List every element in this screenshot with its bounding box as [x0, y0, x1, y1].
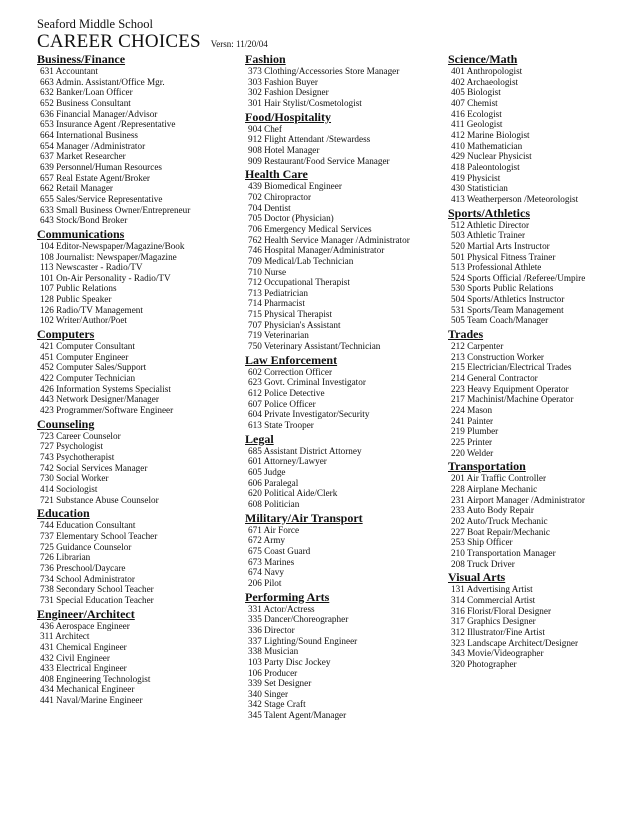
career-item: 314 Commercial Artist — [451, 594, 536, 605]
career-item: 602 Correction Officer — [248, 366, 333, 377]
career-item: 726 Librarian — [40, 552, 91, 563]
career-item: 411 Geologist — [451, 119, 503, 130]
career-item: 345 Talent Agent/Manager — [248, 710, 347, 721]
career-item: 213 Construction Worker — [451, 351, 544, 362]
section-heading: Fashion — [245, 52, 286, 66]
career-item: 433 Electrical Engineer — [40, 663, 127, 674]
career-item: 410 Mathematician — [451, 140, 523, 151]
career-item: 725 Guidance Counselor — [40, 541, 132, 552]
career-item: 210 Transportation Manager — [451, 547, 556, 558]
career-item: 705 Doctor (Physician) — [248, 213, 334, 224]
career-item: 750 Veterinary Assistant/Technician — [248, 341, 381, 352]
career-item: 421 Computer Consultant — [40, 341, 135, 352]
version-label: Versn: 11/20/04 — [210, 39, 268, 49]
career-item: 224 Mason — [451, 405, 493, 416]
career-item: 443 Network Designer/Manager — [40, 394, 159, 405]
career-item: 620 Political Aide/Clerk — [248, 488, 338, 499]
career-item: 662 Retail Manager — [40, 183, 113, 194]
career-item: 706 Emergency Medical Services — [248, 223, 372, 234]
career-item: 504 Sports/Athletics Instructor — [451, 294, 565, 305]
career-item: 302 Fashion Designer — [248, 87, 329, 98]
career-item: 431 Chemical Engineer — [40, 641, 127, 652]
career-item: 413 Weatherperson /Meteorologist — [451, 193, 579, 204]
career-item: 657 Real Estate Agent/Broker — [40, 172, 150, 183]
career-item: 721 Substance Abuse Counselor — [40, 494, 159, 505]
career-item: 231 Airport Manager /Administrator — [451, 494, 585, 505]
career-item: 418 Paleontologist — [451, 161, 520, 172]
career-item: 408 Engineering Technologist — [40, 673, 151, 684]
career-item: 430 Statistician — [451, 183, 508, 194]
career-item: 208 Truck Driver — [451, 558, 515, 569]
career-item: 631 Accountant — [40, 66, 98, 76]
section-heading: Visual Arts — [448, 570, 506, 585]
career-item: 303 Fashion Buyer — [248, 76, 318, 87]
career-item: 426 Information Systems Specialist — [40, 383, 171, 394]
career-item: 217 Machinist/Machine Operator — [451, 394, 574, 405]
career-item: 738 Secondary School Teacher — [40, 584, 154, 595]
career-item: 673 Marines — [248, 556, 295, 567]
career-item: 912 Flight Attendant /Stewardess — [248, 134, 371, 145]
career-item: 604 Private Investigator/Security — [248, 409, 370, 420]
career-item: 338 Musician — [248, 646, 299, 657]
page-title: CAREER CHOICES — [37, 31, 201, 52]
career-item: 744 Education Consultant — [40, 520, 136, 531]
career-item: 402 Archaeologist — [451, 76, 519, 87]
career-item: 652 Business Consultant — [40, 97, 131, 108]
career-item: 530 Sports Public Relations — [451, 283, 554, 294]
career-item: 126 Radio/TV Management — [40, 304, 143, 315]
section-heading: Computers — [37, 327, 95, 342]
career-item: 405 Biologist — [451, 87, 501, 98]
career-item: 743 Psychotherapist — [40, 452, 115, 462]
career-item: 613 State Trooper — [248, 420, 314, 431]
career-item: 320 Photographer — [451, 658, 517, 669]
career-item: 227 Boat Repair/Mechanic — [451, 526, 550, 537]
section-heading: Law Enforcement — [245, 352, 338, 367]
career-item: 233 Auto Body Repair — [451, 505, 534, 516]
career-item: 606 Paralegal — [248, 477, 299, 488]
career-item: 636 Financial Manager/Advisor — [40, 108, 158, 119]
section-heading: Engineer/Architect — [37, 606, 135, 621]
career-item: 436 Aerospace Engineer — [40, 620, 130, 631]
career-item: 639 Personnel/Human Resources — [40, 161, 162, 172]
section-heading: Business/Finance — [37, 52, 126, 66]
career-item: 601 Attorney/Lawyer — [248, 456, 327, 467]
school-name: Seaford Middle School — [37, 17, 153, 31]
career-item: 106 Producer — [248, 667, 298, 678]
career-item: 301 Hair Stylist/Cosmetologist — [248, 97, 362, 108]
career-item: 513 Professional Athlete — [451, 262, 542, 273]
career-item: 909 Restaurant/Food Service Manager — [248, 155, 390, 166]
career-item: 104 Editor-Newspaper/Magazine/Book — [40, 240, 185, 251]
career-item: 342 Stage Craft — [248, 699, 306, 710]
career-item: 412 Marine Biologist — [451, 129, 530, 140]
career-item: 715 Physical Therapist — [248, 309, 333, 320]
career-item: 908 Hotel Manager — [248, 144, 320, 155]
section-heading: Military/Air Transport — [245, 510, 363, 525]
career-item: 206 Pilot — [248, 577, 282, 588]
career-item: 201 Air Traffic Controller — [451, 473, 547, 484]
career-item: 727 Psychologist — [40, 441, 104, 452]
career-item: 219 Plumber — [451, 426, 499, 437]
career-item: 674 Navy — [248, 567, 284, 578]
career-item: 655 Sales/Service Representative — [40, 193, 163, 204]
career-item: 316 Florist/Floral Designer — [451, 605, 552, 616]
career-column-2 — [245, 51, 445, 721]
career-item: 501 Physical Fitness Trainer — [451, 251, 556, 262]
career-item: 671 Air Force — [248, 524, 300, 535]
career-item: 607 Police Officer — [248, 398, 316, 409]
career-item: 632 Banker/Loan Officer — [40, 87, 133, 98]
career-item: 675 Coast Guard — [248, 545, 311, 556]
career-item: 742 Social Services Manager — [40, 462, 148, 473]
career-item: 524 Sports Official /Referee/Umpire — [451, 272, 586, 283]
section-heading: Transportation — [448, 459, 526, 474]
career-item: 419 Physicist — [451, 172, 501, 183]
career-item: 520 Martial Arts Instructor — [451, 240, 550, 251]
career-item: 336 Director — [248, 624, 295, 635]
career-item: 215 Electrician/Electrical Trades — [451, 362, 572, 373]
career-item: 623 Govt. Criminal Investigator — [248, 377, 366, 388]
career-item: 505 Team Coach/Manager — [451, 315, 549, 326]
career-item: 654 Manager /Administrator — [40, 140, 146, 151]
career-item: 712 Occupational Therapist — [248, 277, 350, 288]
career-item: 107 Public Relations — [40, 283, 117, 294]
career-item: 228 Airplane Mechanic — [451, 483, 538, 494]
career-item: 429 Nuclear Physicist — [451, 151, 532, 162]
career-item: 723 Career Counselor — [40, 430, 121, 441]
section-heading: Sports/Athletics — [448, 205, 530, 220]
section-heading: Legal — [245, 431, 274, 446]
career-item: 714 Pharmacist — [248, 298, 305, 309]
title-row — [37, 31, 268, 53]
career-column-3 — [448, 51, 633, 669]
career-item: 131 Advertising Artist — [451, 584, 533, 595]
career-item: 113 Newscaster - Radio/TV — [40, 262, 143, 273]
section-heading: Education — [37, 506, 90, 521]
career-item: 339 Set Designer — [248, 678, 312, 689]
career-item: 734 School Administrator — [40, 573, 135, 584]
career-item: 101 On-Air Personality - Radio/TV — [40, 272, 171, 283]
career-item: 128 Public Speaker — [40, 294, 112, 305]
career-item: 416 Ecologist — [451, 108, 502, 119]
career-column-1 — [37, 51, 237, 706]
career-item: 340 Singer — [248, 688, 289, 699]
section-heading: Health Care — [245, 167, 308, 182]
career-item: 108 Journalist: Newspaper/Magazine — [40, 251, 177, 262]
career-item: 685 Assistant District Attorney — [248, 445, 362, 456]
section-heading: Communications — [37, 226, 125, 241]
career-item: 643 Stock/Bond Broker — [40, 215, 128, 226]
career-item: 702 Chiropractor — [248, 191, 312, 202]
career-item: 710 Nurse — [248, 266, 287, 277]
career-item: 423 Programmer/Software Engineer — [40, 405, 174, 416]
career-item: 633 Small Business Owner/Entrepreneur — [40, 204, 191, 215]
career-item: 664 International Business — [40, 129, 138, 140]
section-heading: Science/Math — [448, 52, 518, 66]
career-item: 512 Athletic Director — [451, 219, 530, 230]
career-item: 608 Politician — [248, 498, 300, 509]
career-item: 451 Computer Engineer — [40, 351, 129, 362]
career-item: 225 Printer — [451, 437, 493, 447]
career-item: 401 Anthropologist — [451, 66, 523, 76]
career-item: 663 Admin. Assistant/Office Mgr. — [40, 76, 165, 87]
career-item: 762 Health Service Manager /Administrator — [248, 234, 410, 245]
career-item: 102 Writer/Author/Poet — [40, 315, 127, 326]
career-item: 202 Auto/Truck Mechanic — [451, 515, 548, 526]
career-item: 736 Preschool/Daycare — [40, 562, 126, 573]
career-item: 214 General Contractor — [451, 373, 538, 384]
career-item: 439 Biomedical Engineer — [248, 181, 342, 192]
career-item: 707 Physician's Assistant — [248, 319, 341, 330]
career-item: 311 Architect — [40, 631, 90, 642]
career-item: 672 Army — [248, 535, 286, 546]
career-item: 719 Veterinarian — [248, 330, 309, 341]
career-item: 432 Civil Engineer — [40, 652, 110, 663]
career-item: 441 Naval/Marine Engineer — [40, 695, 143, 706]
career-item: 335 Dancer/Choreographer — [248, 614, 349, 625]
career-item: 337 Lighting/Sound Engineer — [248, 635, 358, 646]
section-heading: Counseling — [37, 416, 95, 431]
career-item: 343 Movie/Videographer — [451, 648, 544, 659]
career-item: 730 Social Worker — [40, 473, 109, 484]
career-item: 612 Police Detective — [248, 388, 325, 399]
career-item: 637 Market Researcher — [40, 151, 126, 162]
career-item: 737 Elementary School Teacher — [40, 530, 158, 541]
career-item: 331 Actor/Actress — [248, 603, 315, 614]
career-item: 220 Welder — [451, 447, 494, 458]
section-heading: Food/Hospitality — [245, 109, 332, 124]
career-item: 241 Painter — [451, 415, 494, 426]
career-item: 103 Party Disc Jockey — [248, 656, 331, 667]
career-item: 434 Mechanical Engineer — [40, 684, 135, 695]
career-item: 223 Heavy Equipment Operator — [451, 383, 569, 394]
career-item: 323 Landscape Architect/Designer — [451, 637, 579, 648]
section-heading: Performing Arts — [245, 589, 330, 604]
career-item: 713 Pediatrician — [248, 287, 308, 298]
career-item: 731 Special Education Teacher — [40, 594, 154, 605]
career-item: 746 Hospital Manager/Administrator — [248, 245, 385, 256]
career-item: 253 Ship Officer — [451, 537, 513, 548]
career-item: 704 Dentist — [248, 202, 291, 213]
career-item: 407 Chemist — [451, 97, 498, 108]
career-item: 709 Medical/Lab Technician — [248, 255, 354, 266]
career-item: 531 Sports/Team Management — [451, 304, 564, 315]
career-item: 452 Computer Sales/Support — [40, 362, 147, 373]
career-item: 422 Computer Technician — [40, 373, 136, 384]
career-item: 312 Illustrator/Fine Artist — [451, 626, 545, 637]
career-item: 653 Insurance Agent /Representative — [40, 119, 176, 130]
career-item: 212 Carpenter — [451, 341, 504, 352]
career-item: 904 Chef — [248, 123, 282, 134]
career-item: 414 Sociologist — [40, 483, 98, 494]
career-item: 503 Athletic Trainer — [451, 230, 526, 241]
section-heading: Trades — [448, 327, 484, 342]
career-item: 605 Judge — [248, 467, 286, 477]
career-item: 317 Graphics Designer — [451, 616, 536, 627]
career-item: 373 Clothing/Accessories Store Manager — [248, 66, 400, 76]
